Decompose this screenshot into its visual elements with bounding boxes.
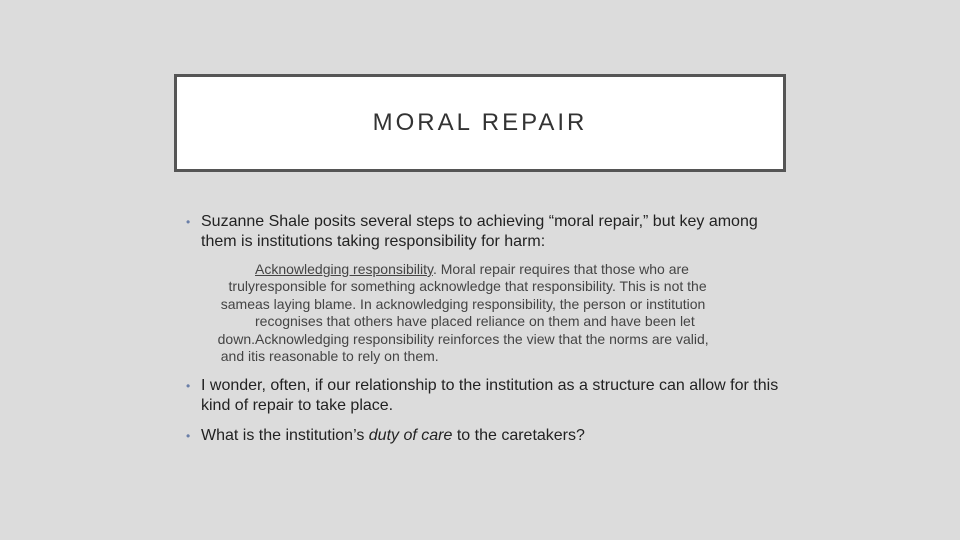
slide-title: MORAL REPAIR <box>372 109 588 136</box>
bullet-item-1 <box>186 212 786 252</box>
bullet-3-prefix: What is the institution’s <box>201 427 369 444</box>
quote-block <box>199 261 779 365</box>
bullet-text-1: Suzanne Shale posits several steps to achieving “moral repair,” but key among them is institutions taking responsibility for harm: <box>201 213 758 250</box>
quote-left-1 <box>199 261 255 278</box>
bullet-3-emphasis: duty of care <box>368 427 453 444</box>
quote-line-2 <box>199 278 779 295</box>
quote-left-4 <box>199 313 255 330</box>
bullet-dot-icon: • <box>186 429 191 443</box>
bullet-text-2: I wonder, often, if our relationship to the institution as a structure can allow for this kind of repair to take place. <box>201 377 779 414</box>
quote-right-1: . Moral repair requires that those who are <box>432 261 689 277</box>
quote-right-4: recognises that others have placed reliance on them and have been let <box>255 313 695 330</box>
bullet-item-2 <box>186 376 786 416</box>
quote-left-3: same <box>220 295 255 312</box>
bullet-item-3 <box>186 426 786 446</box>
quote-line-6 <box>199 348 779 365</box>
quote-right-3: as laying blame. In acknowledging responsibility, the person or institution <box>255 295 706 312</box>
title-box <box>174 74 786 172</box>
quote-left-6: and it <box>220 348 255 365</box>
quote-lead-underlined: Acknowledging responsibility <box>255 261 433 277</box>
quote-right-2: responsible for something acknowledge that responsibility. This is not the <box>255 278 707 295</box>
quote-line-3 <box>199 296 779 313</box>
quote-left-5: down. <box>217 330 255 347</box>
bullet-text-3 <box>201 426 786 446</box>
quote-line-5 <box>199 331 779 348</box>
quote-right-5: Acknowledging responsibility reinforces the view that the norms are valid, <box>255 330 709 347</box>
quote-left-2: truly <box>228 278 255 295</box>
bullet-dot-icon: • <box>186 379 191 393</box>
quote-right-6: is reasonable to rely on them. <box>255 348 439 365</box>
quote-line-4 <box>199 313 779 330</box>
quote-line-1 <box>199 261 779 278</box>
bullet-3-suffix: to the caretakers? <box>452 427 585 444</box>
bullet-dot-icon: • <box>186 215 191 229</box>
